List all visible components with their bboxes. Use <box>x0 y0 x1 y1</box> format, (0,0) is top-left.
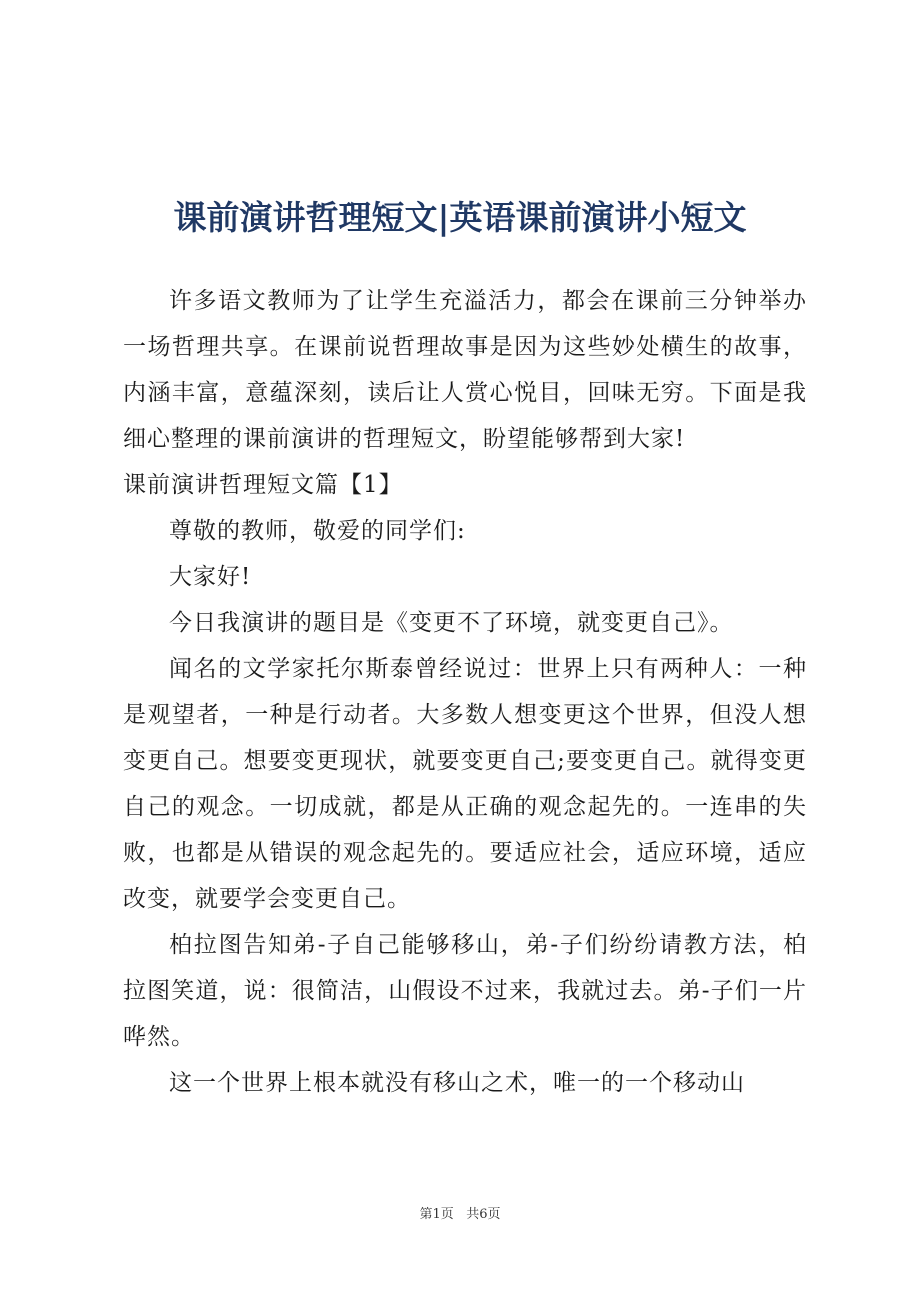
page-total: 共6页 <box>466 1207 501 1222</box>
plato-paragraph: 柏拉图告知弟-子自己能够移山，弟-子们纷纷请教方法，柏拉图笑道，说：很简洁，山假设不过来，我就过去。弟-子们一片哗然。 <box>123 932 807 1050</box>
page-number: 第1页 <box>419 1207 454 1222</box>
greeting-paragraph: 大家好! <box>169 564 252 590</box>
topic-paragraph: 今日我演讲的题目是《变更不了环境，就变更自己》。 <box>169 610 734 636</box>
tolstoy-paragraph: 闻名的文学家托尔斯泰曾经说过：世界上只有两种人：一种是观望者，一种是行动者。大多数人想变更这个世界，但没人想变更自己。想要变更现状，就要变更自己;要变更自己。就得变更自己的观念。一切成就，都是从正确的观念起先的。一连串的失败，也都是从错误的观念起先的。要适应社会，适应环境，适应改变，就要学会变更自己。 <box>123 656 807 912</box>
section-heading: 课前演讲哲理短文篇【1】 <box>123 472 403 498</box>
salutation-paragraph: 尊敬的教师，敬爱的同学们: <box>169 518 466 544</box>
intro-paragraph: 许多语文教师为了让学生充溢活力，都会在课前三分钟举办一场哲理共享。在课前说哲理故事是因为这些妙处横生的故事，内涵丰富，意蕴深刻，读后让人赏心悦目，回味无穷。下面是我细心整理的课前演讲的哲理短文，盼望能够帮到大家! <box>123 288 807 452</box>
document-title: 课前演讲哲理短文|英语课前演讲小短文 <box>173 198 747 237</box>
document-body <box>123 278 807 1106</box>
page-footer <box>0 1205 920 1225</box>
closing-paragraph: 这一个世界上根本就没有移山之术，唯一的一个移动山 <box>169 1070 745 1096</box>
